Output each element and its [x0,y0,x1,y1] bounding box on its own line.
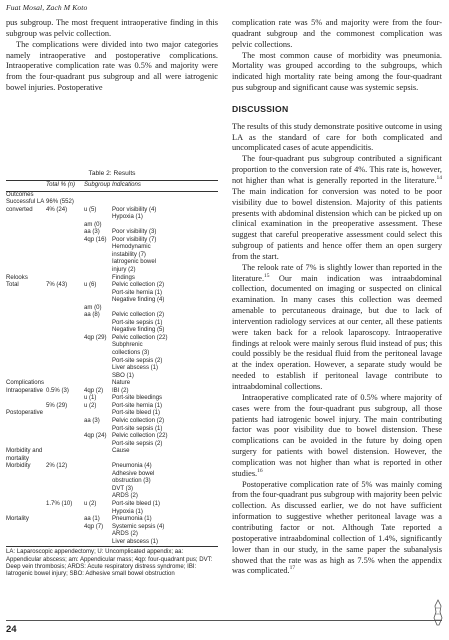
table-cell: Pelvic collection (2) [112,417,165,424]
table-cell [84,358,112,366]
table-row [6,365,218,373]
table-cell [6,509,46,517]
table-cell [6,305,46,313]
table-cell [6,403,46,411]
table-cell [84,539,112,547]
table-cell [46,478,84,486]
table-cell: Adhesive bowel [112,470,155,477]
table-cell: Pelvic collection (2) [112,282,165,289]
table-row [6,426,218,434]
table-cell [84,350,112,358]
citation-ref: 17 [289,565,296,572]
page-bottom-rule [6,620,442,621]
table-cell [84,267,112,275]
table-cell: Port-site hernia (1) [112,289,163,296]
results-table-block [6,164,218,579]
table-row [6,418,218,426]
table-cell [46,342,84,350]
table-row [6,267,218,275]
table-cell [112,191,218,199]
table-cell [6,395,46,403]
table-cell: Poor visibility (4) [112,206,157,213]
results-table [6,180,218,547]
table-cell: 5% (29) [46,402,68,409]
table-cell: Negative finding (4) [112,297,165,304]
table-cell: 4qp (29) [84,334,107,341]
table-cell: Liver abscess (1) [112,538,159,545]
text-span: The four-quadrant pus subgroup contributed a significant proportion to the conversion rate of 4%. This rate is, however, not higher than what is generally reported in the literature. [232,154,442,185]
table-row [6,312,218,320]
publisher-logo-icon [432,598,444,628]
table-cell: Poor visibility (7) [112,236,157,243]
table-cell [6,237,46,245]
table-cell: Poor visibility (3) [112,229,157,236]
table-cell [46,275,84,283]
discussion-paragraph-2 [232,154,442,262]
table-cell [6,244,46,252]
table-cell [84,252,112,260]
table-cell [46,524,84,532]
table-cell: 1.7% (10) [46,500,73,507]
table-cell [6,327,46,335]
table-row [6,478,218,486]
table-row [6,403,218,411]
table-cell [6,524,46,532]
table-cell [84,448,112,456]
table-cell: u (6) [84,282,97,289]
table-cell [6,531,46,539]
table-cell [84,486,112,494]
table-cell: Subphrenic [112,342,143,349]
table-row [6,335,218,343]
table-cell [46,410,84,418]
table-row [6,237,218,245]
table-cell [84,410,112,418]
table-cell [46,516,84,524]
table-cell: 4qp (7) [84,523,104,530]
table-cell [46,222,84,230]
table-cell [6,222,46,230]
table-cell: Hypoxia (1) [112,508,143,515]
table-title: Table 2: Results [88,170,136,177]
table-cell: converted [6,206,33,213]
table-cell [84,478,112,486]
table-cell [46,335,84,343]
table-cell [6,365,46,373]
table-header-cell: Subgroup [84,182,111,188]
table-cell: Hemodynamic [112,244,151,251]
discussion-paragraph-3 [232,263,442,393]
table-cell [6,229,46,237]
table-cell: Nature [112,380,131,387]
table-cell: Pneumonia (1) [112,516,152,523]
table-cell [84,297,112,305]
table-cell [6,335,46,343]
table-row [6,244,218,252]
table-cell [6,342,46,350]
table-row [6,395,218,403]
table-cell: Port-site sepsis (2) [112,440,163,447]
table-cell: 4qp (24) [84,433,107,440]
table-cell: am (0) [84,304,102,311]
table-row [6,275,218,283]
table-row [6,441,218,449]
table-cell: Pelvic collection (22) [112,334,168,341]
table-cell [84,214,112,222]
table-cell [46,229,84,237]
table-cell [84,380,112,388]
table-cell [6,267,46,275]
table-cell [46,320,84,328]
table-cell: Port-site hernia (1) [112,402,163,409]
table-cell [46,539,84,547]
table-cell [84,191,112,199]
table-cell: Port-site bleed (1) [112,410,161,417]
table-cell [84,199,112,207]
discussion-paragraph-4 [232,393,442,480]
table-cell [46,290,84,298]
table-cell [46,305,84,313]
table-row [6,448,218,456]
table-row [6,456,218,464]
table-cell: Morbidity [6,463,31,470]
table-cell [46,252,84,260]
table-cell: Port-site sepsis (2) [112,357,163,364]
table-cell: collections (3) [112,350,150,357]
table-cell [6,312,46,320]
table-cell [46,456,84,464]
table-cell [6,426,46,434]
table-cell [84,320,112,328]
table-cell: Postoperative [6,410,43,417]
table-cell: Iatrogenic bowel [112,259,157,266]
table-cell: aa (3) [84,417,100,424]
table-cell [46,373,84,381]
discussion-paragraph-5 [232,480,442,578]
table-cell [84,365,112,373]
discussion-paragraph-1: The results of this study demonstrate positive outcome in using LA as the standard of care for both complicated and uncomplicated cases of acute appendicitis. [232,121,442,153]
table-cell [46,267,84,275]
table-cell [84,456,112,464]
table-row [6,290,218,298]
table-cell [46,237,84,245]
table-cell [46,509,84,517]
table-row [6,373,218,381]
table-cell [46,327,84,335]
table-cell [112,305,218,313]
table-row [6,388,218,396]
table-row [6,493,218,501]
table-cell [84,259,112,267]
table-cell [6,493,46,501]
table-cell [46,426,84,434]
table-cell [84,327,112,335]
running-head: Fuat Mosal, Zach M Koto [6,3,88,12]
table-cell [46,471,84,479]
table-row [6,342,218,350]
table-row [6,350,218,358]
table-cell: obstruction (3) [112,478,151,485]
table-cell: Intraoperative [6,387,43,394]
table-cell [6,441,46,449]
table-cell [46,259,84,267]
table-cell [6,214,46,222]
table-cell [46,418,84,426]
table-cell [46,350,84,358]
table-cell [84,509,112,517]
table-row [6,501,218,509]
table-cell: 96% (552) [46,199,74,206]
table-cell: aa (8) [84,312,100,319]
table-row [6,222,218,230]
text-span: Intraoperative complicated rate of 0.5% where majority of cases were from the four-quadrant pus subgroup, all those patients had iatrogenic bowel injury. The main contributing factor was poor visibility due to bowel distension. These complications can be avoided in the future by doing open surgery for patients with bowel distension. However, the complication was not higher than what is reported in other studies. [232,392,442,478]
table-cell [84,493,112,501]
table-header-row [6,181,218,192]
table-cell: Liver abscess (1) [112,365,159,372]
table-cell: Pelvic collection (2) [112,312,165,319]
table-cell: Successful LA [6,199,45,206]
text-span: Our main indication was intraabdominal collection, documented on imaging or suspected on clinical examination. In many cases this collection was deemed amenable to percutaneous drainage, but due to lack of intervention radiology services at our center, all these patients were taken back for a relook laparoscopy. Intraoperative findings at relook were mainly serous fluid instead of pus; this could possibly be the residual fluid from the peritoneal lavage at the index operation. However, a separate study would be needed to establish if peritoneal lavage contribute to intraabdominal collections. [232,273,442,391]
table-header-cell: Indications [112,182,141,188]
table-cell [6,433,46,441]
table-cell: Systemic sepsis (4) [112,523,165,530]
table-cell: aa (3) [84,229,100,236]
table-cell: 4% (24) [46,206,68,213]
table-cell: ARDS (2) [112,493,138,500]
table-cell: Total [6,282,19,289]
left-paragraph-1: pus subgroup. The most frequent intraoperative finding in this subgroup was pelvic collection. [6,18,218,38]
table-cell: IBI (2) [112,387,129,394]
table-cell: Port-site sepsis (1) [112,425,163,432]
citation-ref: 15 [264,272,270,279]
table-cell: 0.5% (3) [46,387,69,394]
table-cell [6,501,46,509]
table-cell: Mortality [6,516,29,523]
table-row [6,524,218,532]
table-cell [84,471,112,479]
table-cell: aa (1) [84,516,100,523]
table-row [6,214,218,222]
table-row [6,252,218,260]
section-heading: DISCUSSION [232,103,289,114]
table-cell: Hypoxia (1) [112,214,143,221]
citation-ref: 14 [436,175,442,182]
table-cell: SBO (1) [112,372,134,379]
table-cell: 2% (12) [46,463,68,470]
table-cell [46,191,84,199]
table-cell [84,244,112,252]
table-cell [84,275,112,283]
table-cell: am (0) [84,221,102,228]
table-row [6,410,218,418]
table-row [6,531,218,539]
table-cell: 4qp (16) [84,236,107,243]
table-cell [84,441,112,449]
table-row [6,191,218,199]
table-cell [46,214,84,222]
table-cell: 4qp (2) [84,387,104,394]
right-paragraph-top: complication rate was 5% and majority were from the four-quadrant subgroup and the commonest complication was pelvic collections. [232,18,442,49]
table-cell: mortality [6,455,29,462]
table-cell [6,350,46,358]
table-row [6,463,218,471]
table-cell [46,358,84,366]
table-row [6,516,218,524]
table-row [6,199,218,207]
table-row [6,305,218,313]
table-cell: u (1) [84,395,97,402]
table-cell [46,297,84,305]
table-cell [46,433,84,441]
table-cell [6,297,46,305]
table-cell: 7% (43) [46,282,68,289]
right-paragraph-top-2: The most common cause of morbidity was pneumonia. Mortality was grouped according to the subgroups, which indicated high mortality rate being among the four-quadrant pus subgroup and significant cause was systemic sepsis. [232,50,442,93]
table-cell [46,380,84,388]
table-cell [6,259,46,267]
table-cell: ARDS (2) [112,531,138,538]
table-row [6,358,218,366]
left-column [6,18,218,94]
table-cell: Port-site bleedings [112,395,163,402]
table-cell: Morbidity and [6,448,43,455]
table-cell [6,418,46,426]
table-row [6,327,218,335]
table-cell [112,199,218,207]
table-cell: Negative finding (5) [112,327,165,334]
table-cell [6,478,46,486]
table-cell [6,486,46,494]
citation-ref: 16 [257,467,263,474]
table-row [6,297,218,305]
table-row [6,509,218,517]
table-cell [46,448,84,456]
table-cell: Port-site sepsis (1) [112,319,163,326]
table-cell [84,373,112,381]
table-cell [84,290,112,298]
table-cell: DVT (3) [112,485,134,492]
table-row [6,380,218,388]
table-header-cell: Total % (n) [46,182,76,188]
table-cell: injury (2) [112,267,136,274]
table-cell [46,395,84,403]
table-cell: Port-site bleed (1) [112,500,161,507]
table-cell: Cause [112,448,130,455]
table-cell [112,456,218,464]
table-cell [84,342,112,350]
table-cell [46,441,84,449]
table-cell [84,531,112,539]
text-span: The relook rate of 7% is slightly lower than reported in the literature. [232,262,442,283]
table-body [6,191,218,547]
table-cell [84,463,112,471]
table-cell [6,358,46,366]
table-cell: u (2) [84,500,97,507]
table-cell: Pelvic collection (22) [112,433,168,440]
table-cell [46,312,84,320]
table-cell: Findings [112,274,135,281]
table-cell [46,486,84,494]
table-cell: Complications [6,380,44,387]
table-row [6,282,218,290]
table-row [6,259,218,267]
table-cell [84,426,112,434]
text-span: Postoperative complication rate of 5% was mainly coming from the four-quadrant pus subgroup with majority been pelvic collection. As discussed earlier, we do not have sufficient information to suggestive whether peritoneal lavage was a contributing factor or not. Although Tate reported a postoperative intraabdominal collection of 1.4%, significantly lower than in our study, in the same paper the subanalysis showed that the rate was as high as 7.5% when the appendix was complicated. [232,479,442,576]
table-cell [112,222,218,230]
table-cell [6,373,46,381]
page-number: 24 [6,624,17,635]
table-footnote: LA: Laparoscopic appendectomy; U: Uncomplicated appendix; aa: Appendicular abscess; am: Appendicular mass; 4qp: four-quadrant pus; DVT: Deep vein thrombosis; ARDS: Acute respiratory distress syndrome; IBI: Iatrogenic bowel injury; SBO: Adhesive small bowel obstruction [6,549,213,578]
table-cell: Pneumonia (4) [112,463,152,470]
table-cell: Relooks [6,274,28,281]
table-cell [6,471,46,479]
table-header-cell [6,181,46,192]
table-cell [6,290,46,298]
table-row [6,320,218,328]
table-cell [6,320,46,328]
text-span: The main indication for conversion was noted to be poor visibility due to bowel distension. Majority of this patients presents with abdominal distension which can be picked up on clinical examination in the preoperative assessment. These suggest that careful preoperative assessment could select this subgroup of patients and hence offer them an open surgery from the start. [232,186,442,261]
table-cell [46,493,84,501]
table-row [6,433,218,441]
table-cell [46,244,84,252]
table-cell: u (5) [84,206,97,213]
table-cell [46,365,84,373]
table-cell: u (2) [84,402,97,409]
table-cell [6,252,46,260]
table-row [6,229,218,237]
table-row [6,539,218,547]
table-cell [6,539,46,547]
table-cell: instability (7) [112,251,146,258]
table-row [6,486,218,494]
table-row [6,207,218,215]
right-column [232,18,442,577]
left-paragraph-2: The complications were divided into two major categories namely intraoperative and postoperative complications. Intraoperative complication rate was 0.5% and majority were from the four-quadrant pus subgroup and all were iatrogenic bowel injuries. Postoperative [6,39,218,93]
table-cell [46,531,84,539]
table-cell: Outcomes [6,191,34,198]
table-row [6,471,218,479]
